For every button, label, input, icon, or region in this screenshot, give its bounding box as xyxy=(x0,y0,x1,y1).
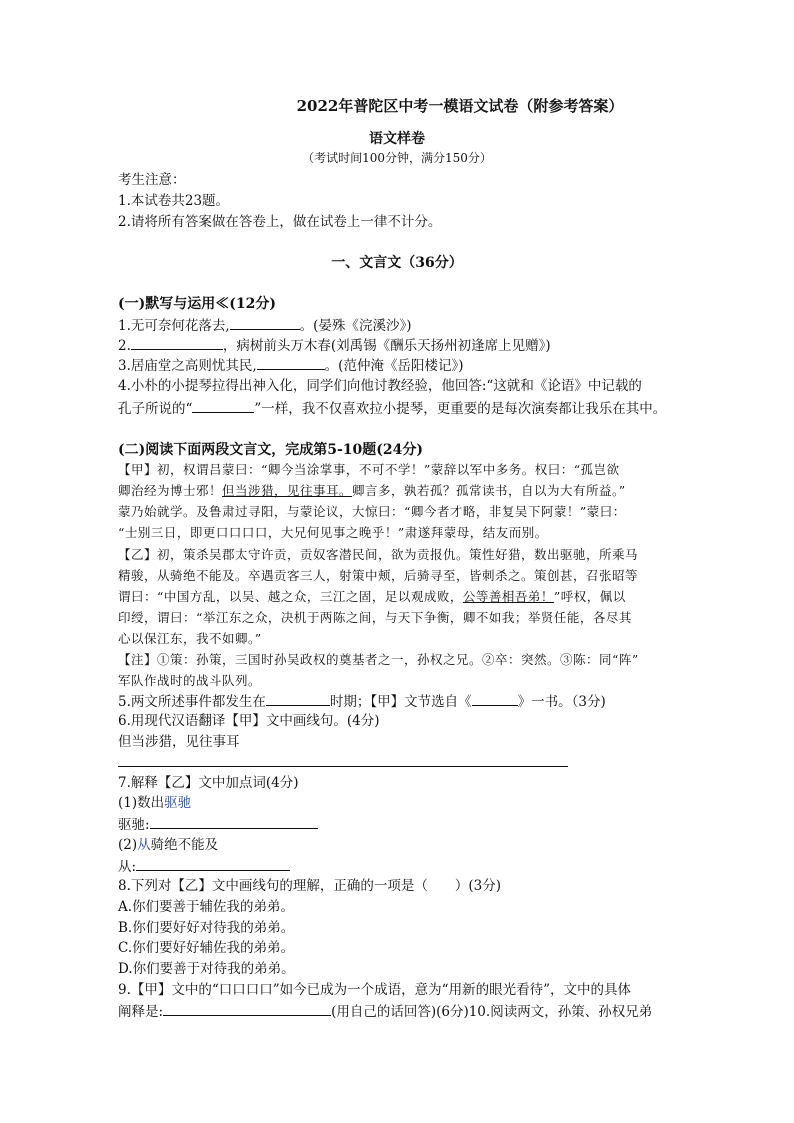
section-title: 一、文言文（36分） xyxy=(331,255,463,271)
passage-yi-line-5: 心以保江东，我不如卿。” xyxy=(118,631,262,646)
question-4-line-2 xyxy=(118,398,666,419)
answer-label: 驱驰: xyxy=(118,817,150,833)
passage-text: ”呼权，佩以 xyxy=(553,589,626,604)
answer-blank[interactable] xyxy=(230,315,300,330)
question-7-item-text: (2) xyxy=(118,837,138,853)
question-4-text: 孔子所说的“ xyxy=(118,401,193,417)
question-9-text-end: (用自己的话回答)(6分)10.阅读两文，孙策、孙权兄弟 xyxy=(331,1004,653,1020)
passage-jia-line-2 xyxy=(118,481,626,501)
underlined-sentence: 公等善相吾弟！ xyxy=(462,589,554,604)
passage-yi-line-1: 【乙】初，策杀吴郡太守许贡，贡奴客潜民间，欲为贡报仇。策性好猎，数出驱驰，所乘马 xyxy=(118,547,639,562)
answer-blank[interactable] xyxy=(192,398,254,413)
answer-blank[interactable] xyxy=(266,691,330,706)
question-9-line-1: 9.【甲】文中的“口口口口”如今已成为一个成语，意为“用新的眼光看待”，文中的具体 xyxy=(118,982,631,998)
question-3-text: 3.居庙堂之高则忧其民, xyxy=(118,358,257,374)
passage-jia-line-1: 【甲】初，权谓吕蒙曰：“卿今当涂掌事，不可不学！”蒙辞以军中多务。权曰：“孤岂欲 xyxy=(118,462,620,477)
question-7-answer-1 xyxy=(118,814,318,835)
question-3-source: 。(范仲淹《岳阳楼记》) xyxy=(324,358,464,374)
notice-item-1: 1.本试卷共23题。 xyxy=(118,193,230,209)
question-7: 7.解释【乙】文中加点词(4分) xyxy=(118,775,299,791)
question-7-item-2 xyxy=(118,835,218,855)
question-1-text: 1.无可奈何花落去, xyxy=(118,318,230,334)
question-5-points: 》一书。（3分) xyxy=(517,694,606,710)
answer-blank[interactable] xyxy=(136,856,290,871)
part2-heading: (二)阅读下面两段文言文，完成第5-10题(24分) xyxy=(118,442,424,458)
question-6: 6.用现代汉语翻译【甲】文中画线句。(4分) xyxy=(118,713,380,729)
question-4-line-1: 4.小朴的小提琴拉得出神入化，同学们向他讨教经验，他回答:“这就和《论语》中记载的 xyxy=(118,378,642,394)
passage-yi-line-2: 精骏，从骑绝不能及。卒遇贡客三人，射策中颊，后骑寻至，皆刺杀之。策创甚，召张昭等 xyxy=(118,568,639,583)
question-5 xyxy=(118,691,606,712)
answer-blank[interactable] xyxy=(150,814,318,829)
question-1-source: 。(晏殊《浣溪沙》) xyxy=(299,318,412,334)
passage-yi-line-3 xyxy=(118,587,626,607)
question-5-text: 5.两文所述事件都发生在 xyxy=(118,694,266,710)
document-title: 2022年普陀区中考一模语文试卷（附参考答案） xyxy=(296,97,624,115)
passage-jia-line-3: 蒙乃始就学。及鲁肃过寻阳，与蒙论议，大惊曰：“卿今者才略，非复吴下阿蒙！”蒙曰： xyxy=(118,504,626,519)
underlined-sentence: 但当涉猎，见往事耳。 xyxy=(222,483,353,498)
part1-heading: (一)默写与运用≪(12分) xyxy=(118,296,276,312)
passage-text: 卿言多，孰若孤？孤常读书，自以为大有所益。” xyxy=(352,483,626,498)
question-5-text: 时期；【甲】文节选自《 xyxy=(329,694,472,710)
notice-item-2: 2.请将所有答案做在答卷上，做在试卷上一律不计分。 xyxy=(118,214,442,230)
question-7-item-1 xyxy=(118,793,191,813)
question-1 xyxy=(118,315,411,336)
question-3 xyxy=(118,355,463,376)
passage-text: 谓曰：“中国方乱，以吴、越之众，三江之固，足以观成败， xyxy=(118,589,463,604)
dotted-word: 从 xyxy=(137,837,151,853)
question-2-number: 2. xyxy=(118,338,131,354)
passage-jia-line-4: “士别三日，即更口口口口，大兄何见事之晚乎！”肃遂拜蒙母，结友而别。 xyxy=(118,525,548,540)
question-2 xyxy=(118,335,551,356)
answer-blank[interactable] xyxy=(257,355,325,370)
answer-label: 从: xyxy=(118,859,137,875)
document-subtitle: 语文样卷 xyxy=(369,131,425,147)
question-7-item-text: 骑绝不能及 xyxy=(150,837,219,853)
annotation-line-1: 【注】①策：孙策，三国时孙吴政权的奠基者之一，孙权之兄。②卒：突然。③陈：同“阵” xyxy=(118,652,639,667)
question-7-answer-2 xyxy=(118,856,290,877)
question-9-text: 阐释是: xyxy=(118,1004,164,1020)
option-b[interactable]: B.你们要好好对待我的弟弟。 xyxy=(118,920,295,936)
answer-line[interactable] xyxy=(118,766,568,767)
option-a[interactable]: A.你们要善于辅佐我的弟弟。 xyxy=(118,899,295,915)
question-2-text: ，病树前头万木春(刘禹锡《酬乐天扬州初逢席上见赠》) xyxy=(222,338,551,354)
option-c[interactable]: C.你们要好好辅佐我的弟弟。 xyxy=(118,940,295,956)
dotted-word: 驱驰 xyxy=(164,795,192,811)
question-4-text-end: ”一样，我不仅喜欢拉小提琴，更重要的是每次演奏都让我乐在其中。 xyxy=(254,401,667,417)
exam-info: （考试时间100分钟，满分150分） xyxy=(302,151,492,165)
answer-blank[interactable] xyxy=(472,691,518,706)
question-7-item-text: (1)数出 xyxy=(118,795,165,811)
question-6-sentence: 但当涉猎，见往事耳 xyxy=(118,734,240,750)
answer-blank[interactable] xyxy=(163,1001,331,1016)
question-8: 8.下列对【乙】文中画线句的理解，正确的一项是（ ）(3分) xyxy=(118,878,502,894)
annotation-line-2: 军队作战时的战斗队列。 xyxy=(118,673,262,688)
notice-heading: 考生注意： xyxy=(118,172,186,188)
question-9-line-2 xyxy=(118,1001,652,1022)
option-d[interactable]: D.你们要善于对待我的弟弟。 xyxy=(118,961,295,977)
answer-blank[interactable] xyxy=(131,335,223,350)
passage-text: 卿治经为博士邪！ xyxy=(118,483,223,498)
passage-yi-line-4: 印绶，谓曰：“举江东之众，决机于两陈之间，与天下争衡，卿不如我；举贤任能，各尽其 xyxy=(118,610,632,625)
